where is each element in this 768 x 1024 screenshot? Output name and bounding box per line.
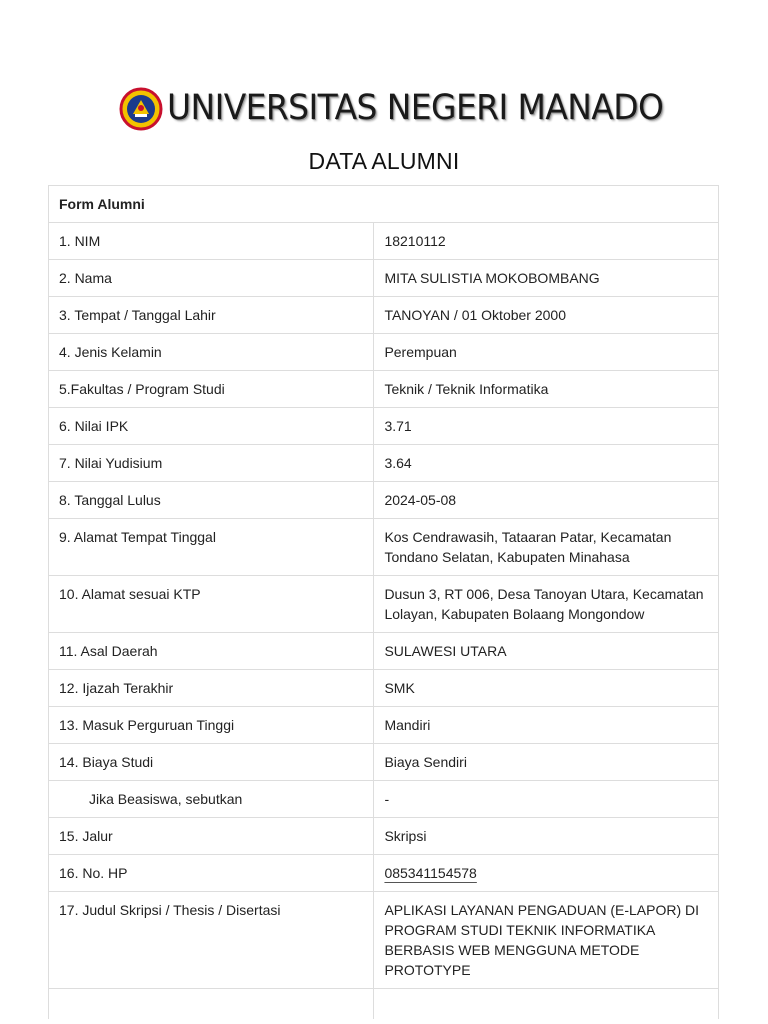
field-value: Mandiri (374, 707, 719, 744)
field-label: 2. Nama (49, 260, 374, 297)
form-heading-row (49, 186, 719, 223)
university-logo (119, 82, 664, 136)
field-value: 2024-05-08 (374, 482, 719, 519)
field-label: 9. Alamat Tempat Tinggal (49, 519, 374, 576)
field-label: 13. Masuk Perguruan Tinggi (49, 707, 374, 744)
table-row (49, 855, 719, 892)
field-value: Dusun 3, RT 006, Desa Tanoyan Utara, Kecamatan Lolayan, Kabupaten Bolaang Mongondow (374, 576, 719, 633)
table-row (49, 989, 719, 1020)
field-value: Perempuan (374, 334, 719, 371)
field-value: Teknik / Teknik Informatika (374, 371, 719, 408)
field-value: TANOYAN / 01 Oktober 2000 (374, 297, 719, 334)
field-value: Kos Cendrawasih, Tataaran Patar, Kecamatan Tondano Selatan, Kabupaten Minahasa (374, 519, 719, 576)
field-label: 7. Nilai Yudisium (49, 445, 374, 482)
table-row (49, 781, 719, 818)
field-label: 12. Ijazah Terakhir (49, 670, 374, 707)
table-row (49, 371, 719, 408)
empty-cell (49, 989, 374, 1020)
table-row (49, 519, 719, 576)
field-label: 4. Jenis Kelamin (49, 334, 374, 371)
form-heading: Form Alumni (49, 186, 719, 223)
table-row (49, 445, 719, 482)
phone-number-link[interactable]: 085341154578 (384, 865, 477, 881)
field-value: APLIKASI LAYANAN PENGADUAN (E-LAPOR) DI PROGRAM STUDI TEKNIK INFORMATIKA BERBASIS WEB MENGGUNA METODE PROTOTYPE (374, 892, 719, 989)
field-value: Biaya Sendiri (374, 744, 719, 781)
field-label: 14. Biaya Studi (49, 744, 374, 781)
field-label: 3. Tempat / Tanggal Lahir (49, 297, 374, 334)
field-value: - (374, 781, 719, 818)
university-name: UNIVERSITAS NEGERI MANADO (167, 88, 664, 128)
field-label: Jika Beasiswa, sebutkan (49, 781, 374, 818)
field-value: Skripsi (374, 818, 719, 855)
table-row (49, 670, 719, 707)
university-seal-icon (119, 82, 163, 136)
table-row (49, 297, 719, 334)
field-label: 1. NIM (49, 223, 374, 260)
field-label: 15. Jalur (49, 818, 374, 855)
table-row (49, 260, 719, 297)
table-row (49, 223, 719, 260)
table-row (49, 744, 719, 781)
field-value: MITA SULISTIA MOKOBOMBANG (374, 260, 719, 297)
table-row (49, 408, 719, 445)
table-row (49, 818, 719, 855)
page-title: DATA ALUMNI (308, 148, 460, 174)
field-value: 18210112 (374, 223, 719, 260)
field-label: 6. Nilai IPK (49, 408, 374, 445)
table-row (49, 892, 719, 989)
field-value: 3.71 (374, 408, 719, 445)
field-label: 8. Tanggal Lulus (49, 482, 374, 519)
field-label: 16. No. HP (49, 855, 374, 892)
phone-cell (374, 855, 719, 892)
table-row (49, 482, 719, 519)
empty-cell (374, 989, 719, 1020)
field-label: 17. Judul Skripsi / Thesis / Disertasi (49, 892, 374, 989)
field-value: SMK (374, 670, 719, 707)
header (0, 76, 768, 138)
field-label: 5.Fakultas / Program Studi (49, 371, 374, 408)
field-label: 11. Asal Daerah (49, 633, 374, 670)
field-value: SULAWESI UTARA (374, 633, 719, 670)
field-label: 10. Alamat sesuai KTP (49, 576, 374, 633)
table-row (49, 576, 719, 633)
field-value: 3.64 (374, 445, 719, 482)
table-row (49, 633, 719, 670)
alumni-form-table (48, 185, 719, 1019)
table-row (49, 334, 719, 371)
table-row (49, 707, 719, 744)
